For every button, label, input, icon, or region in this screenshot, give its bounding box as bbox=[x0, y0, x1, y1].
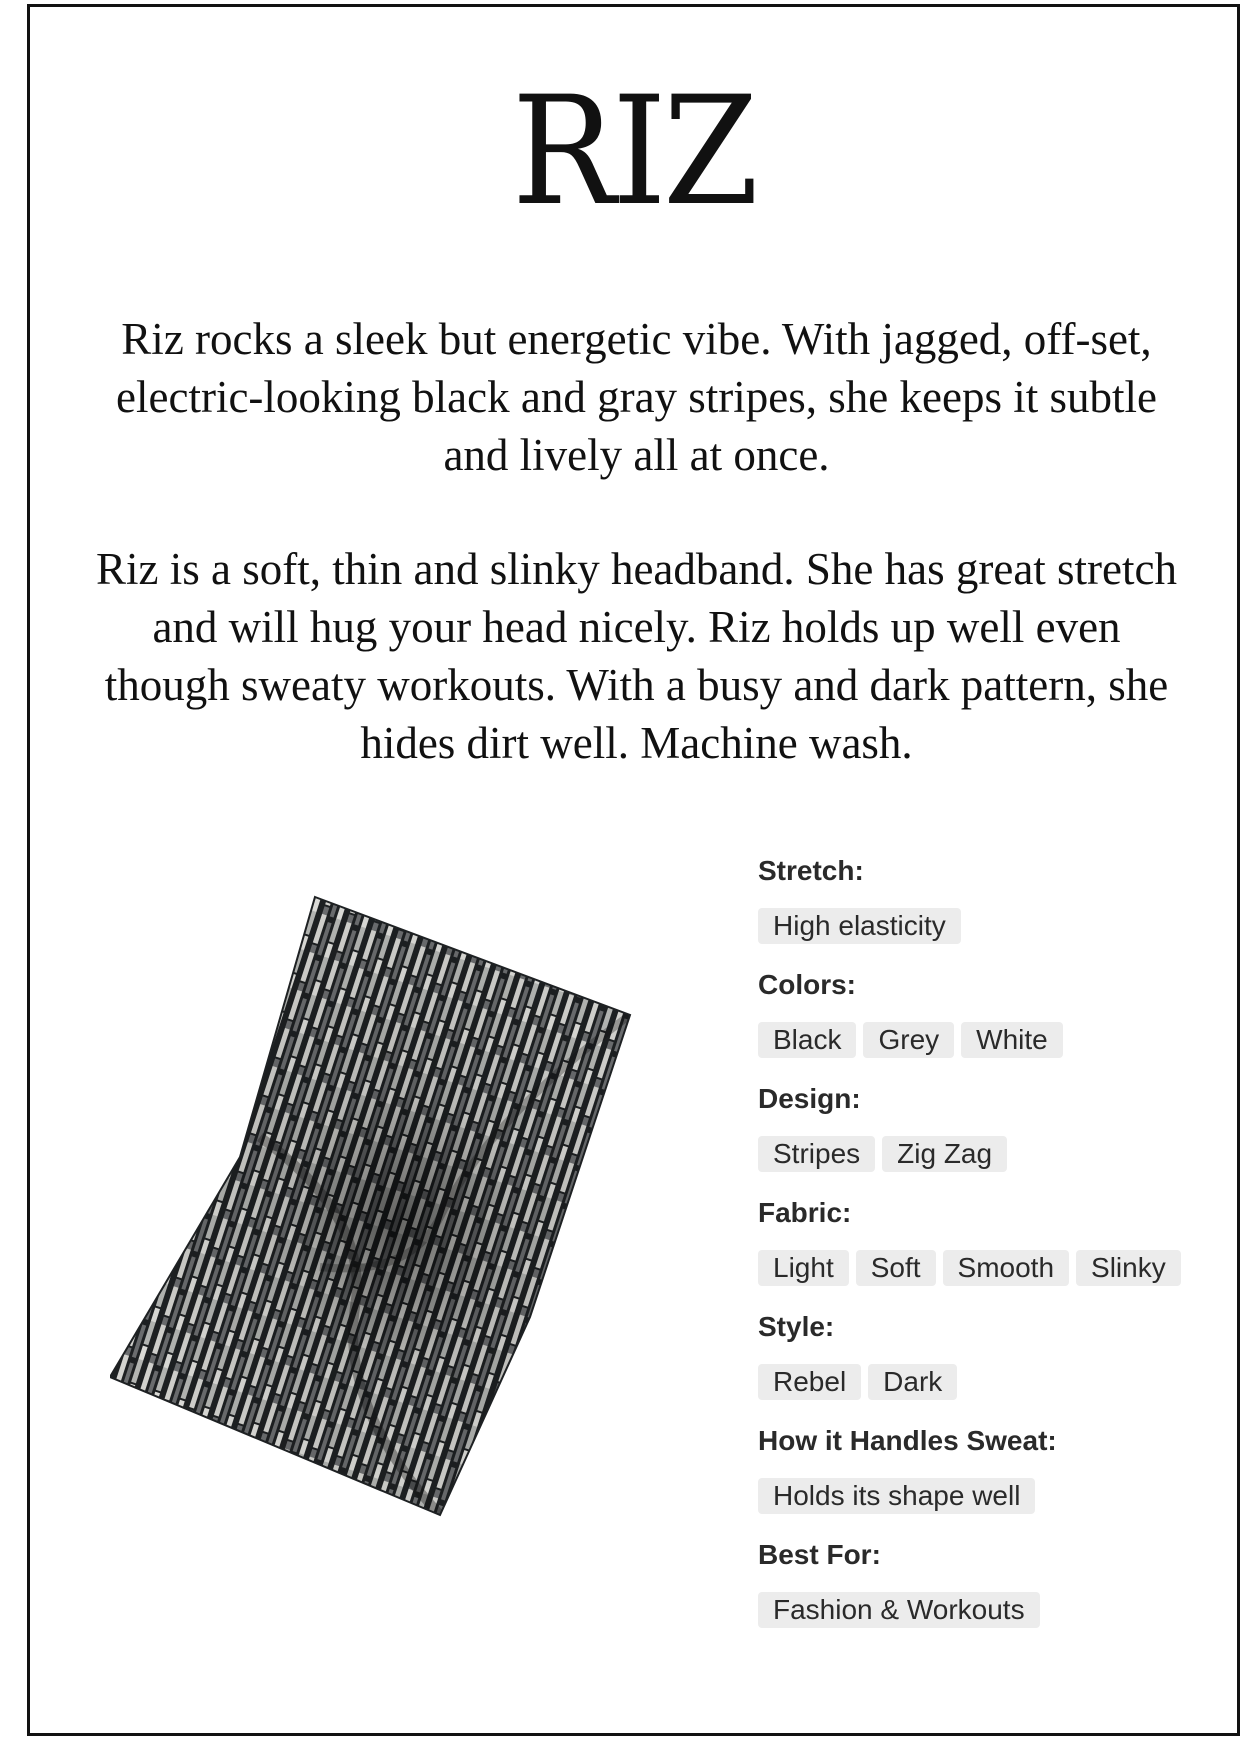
attribute-values bbox=[758, 1478, 1251, 1516]
tag-chip: Black bbox=[758, 1022, 856, 1058]
tag-chip: High elasticity bbox=[758, 908, 961, 944]
attribute-sweat-handling bbox=[758, 1422, 1251, 1516]
tag-chip: Light bbox=[758, 1250, 849, 1286]
attribute-values bbox=[758, 908, 1251, 946]
attribute-label: Design: bbox=[758, 1083, 861, 1114]
attribute-colors bbox=[758, 966, 1251, 1060]
tag-chip: White bbox=[961, 1022, 1063, 1058]
attribute-label: Fabric: bbox=[758, 1197, 852, 1228]
attribute-label: Colors: bbox=[758, 969, 856, 1000]
tag-chip: Slinky bbox=[1076, 1250, 1181, 1286]
tag-chip: Stripes bbox=[758, 1136, 875, 1172]
description-paragraph-2: Riz is a soft, thin and slinky headband. She has great stretch and will hug your head nicely. Riz holds up well even though sweaty workouts. With a busy and dark pattern, she hides dirt well. Machine wash. bbox=[95, 544, 1177, 768]
product-card bbox=[27, 4, 1240, 1736]
tag-chip: Fashion & Workouts bbox=[758, 1592, 1040, 1628]
attribute-values bbox=[758, 1136, 1251, 1174]
tag-chip: Soft bbox=[856, 1250, 936, 1286]
attribute-values bbox=[758, 1364, 1251, 1402]
product-title: RIZ bbox=[511, 65, 756, 239]
tag-chip: Grey bbox=[863, 1022, 954, 1058]
attribute-design bbox=[758, 1080, 1251, 1174]
attribute-style bbox=[758, 1308, 1251, 1402]
tag-chip: Zig Zag bbox=[882, 1136, 1007, 1172]
tag-chip: Holds its shape well bbox=[758, 1478, 1035, 1514]
headband-image bbox=[110, 887, 710, 1607]
attribute-list bbox=[758, 852, 1251, 1650]
tag-chip: Smooth bbox=[943, 1250, 1070, 1286]
description-paragraph-1: Riz rocks a sleek but energetic vibe. With jagged, off-set, electric-looking black and gray stripes, she keeps it subtle and lively all at once. bbox=[116, 314, 1157, 480]
attribute-values bbox=[758, 1022, 1251, 1060]
attribute-label: Style: bbox=[758, 1311, 835, 1342]
attribute-fabric bbox=[758, 1194, 1251, 1288]
attribute-values bbox=[758, 1592, 1251, 1630]
attribute-label: Best For: bbox=[758, 1539, 881, 1570]
attribute-label: How it Handles Sweat: bbox=[758, 1425, 1057, 1456]
attribute-label: Stretch: bbox=[758, 855, 864, 886]
attribute-stretch bbox=[758, 852, 1251, 946]
tag-chip: Dark bbox=[868, 1364, 957, 1400]
attribute-values bbox=[758, 1250, 1251, 1288]
attribute-best-for bbox=[758, 1536, 1251, 1630]
tag-chip: Rebel bbox=[758, 1364, 861, 1400]
